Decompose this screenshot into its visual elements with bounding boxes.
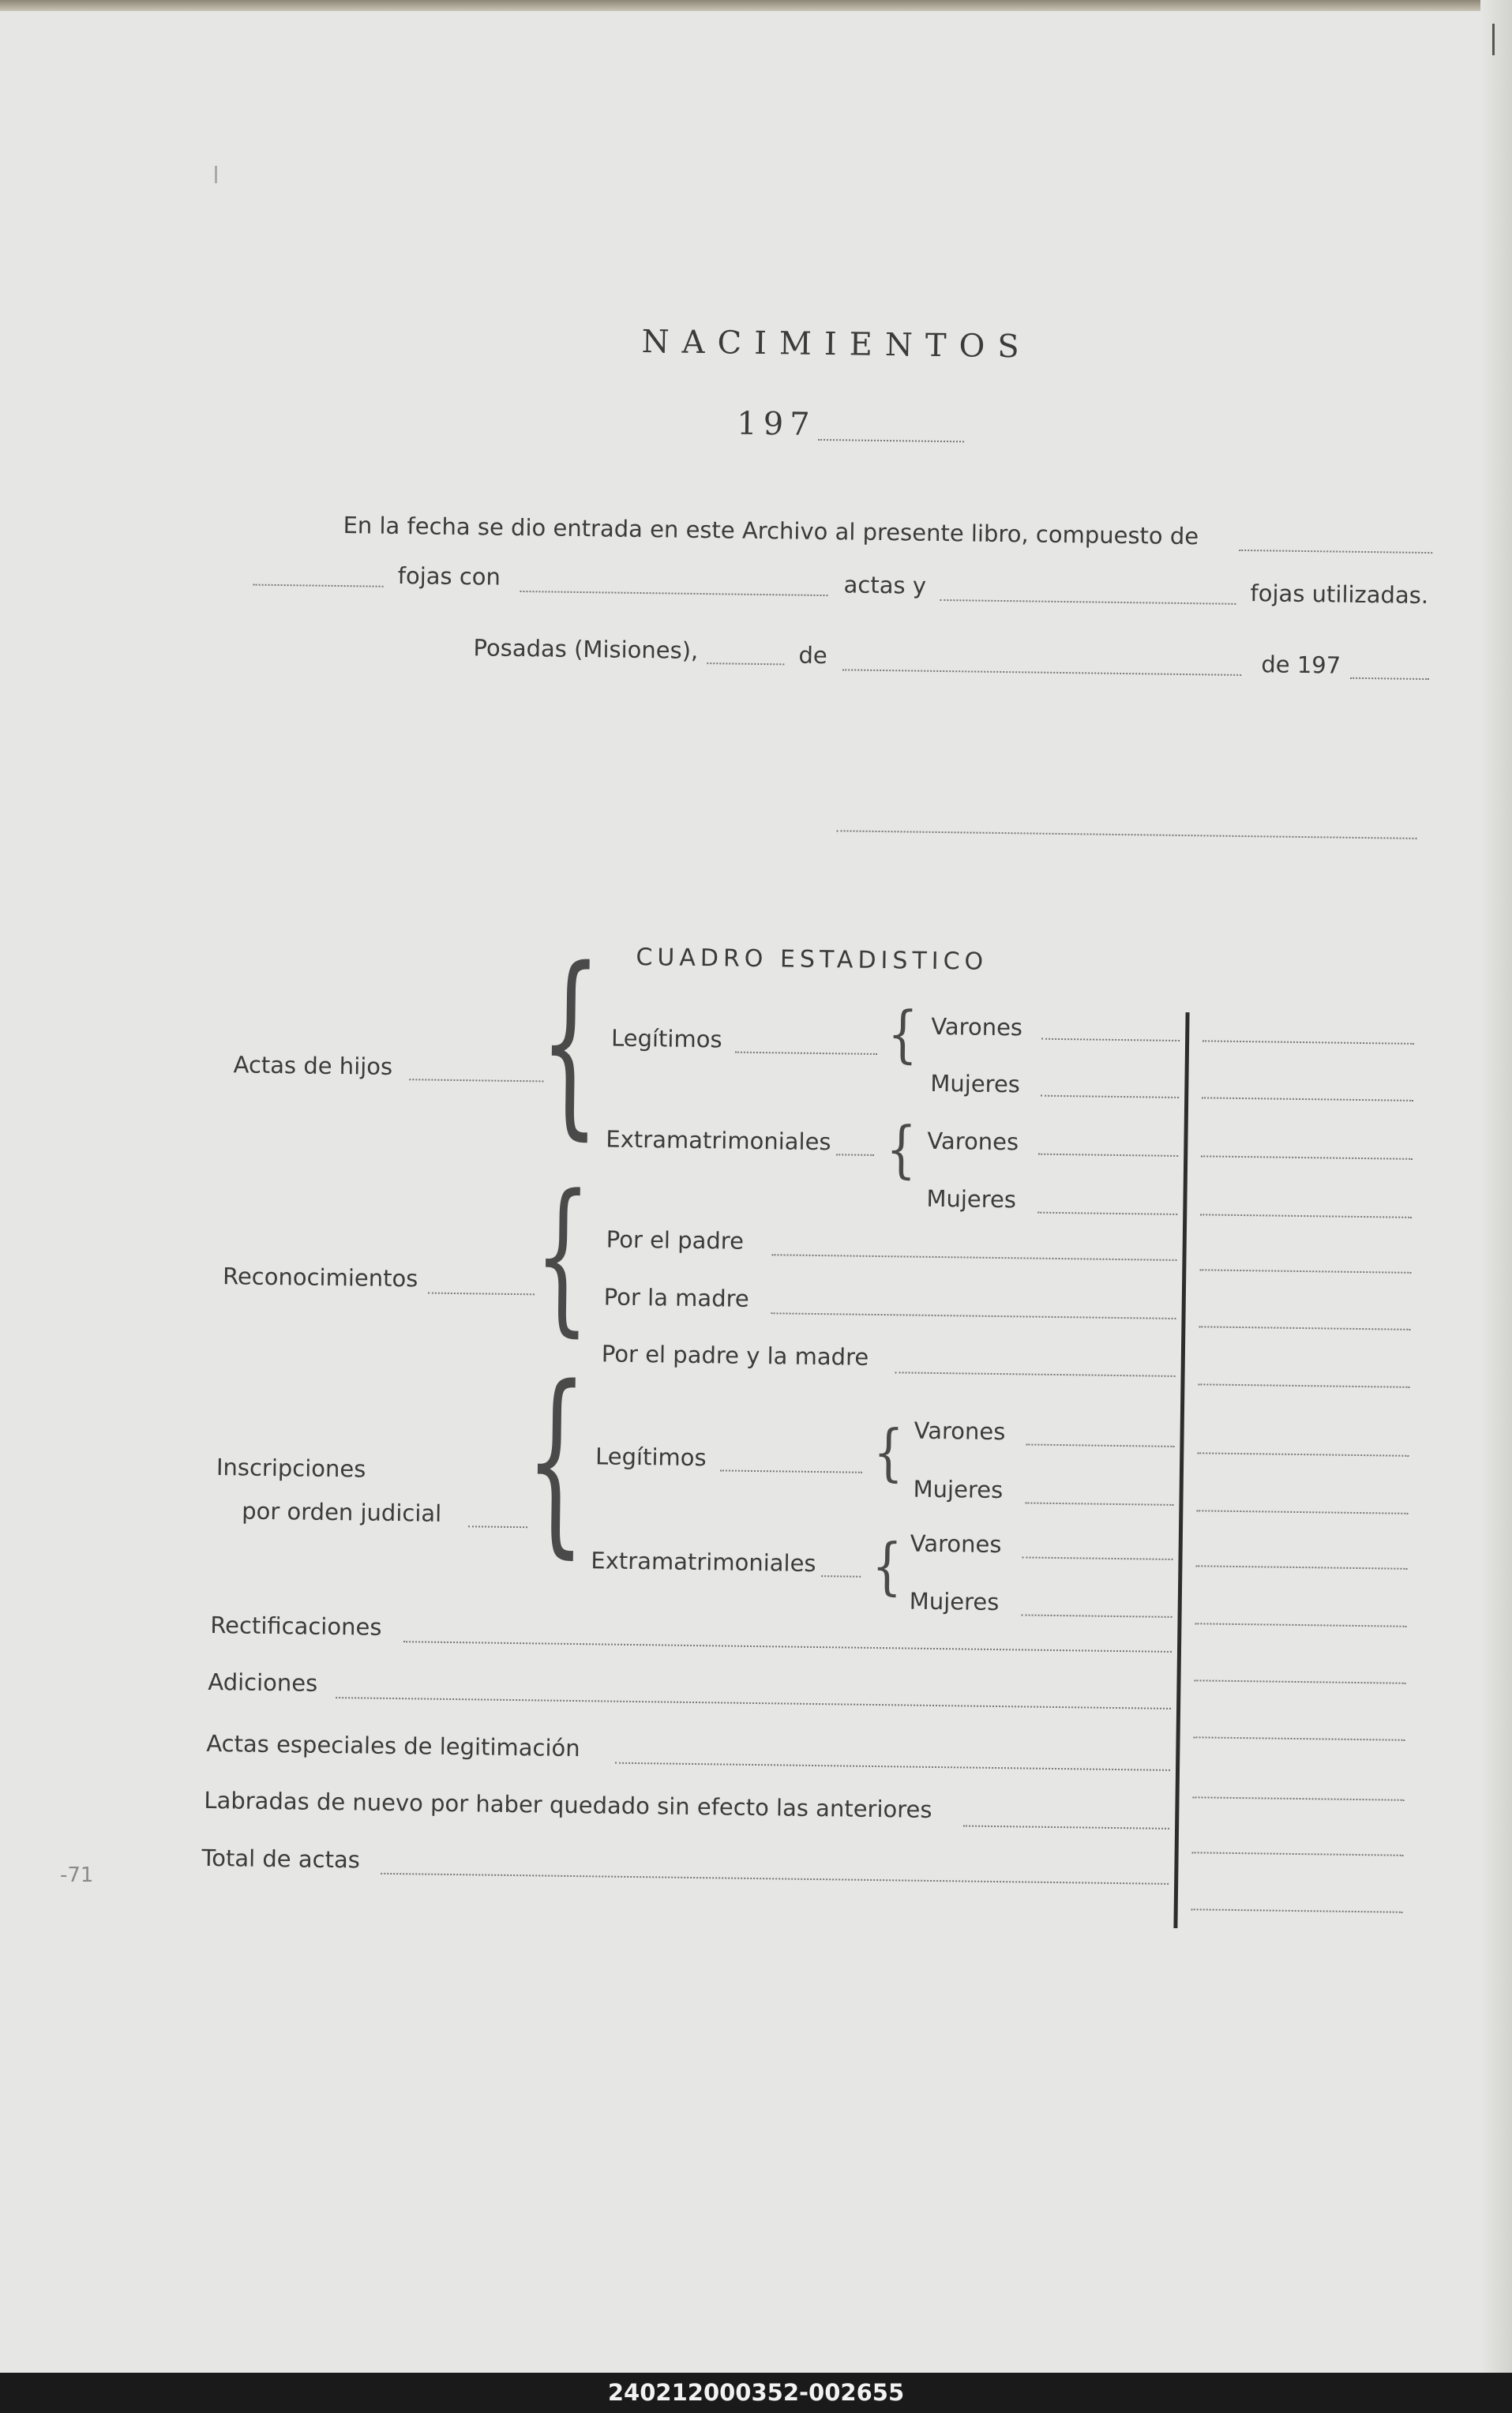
actas-legitimos-varones: Varones [931,1012,1023,1041]
blank-r9-b [1196,1510,1408,1514]
blank-r12-b [1195,1679,1406,1684]
blank-r4-a [1037,1212,1177,1215]
actas-legitimos-label: Legítimos [610,1024,722,1053]
labradas-label: Labradas de nuevo por haber quedado sin efecto las anteriores [204,1786,932,1823]
brace-insc-legitimos: { [872,1417,905,1489]
blank-r7-b [1198,1383,1409,1388]
actas-legitimos-blank [735,1052,877,1055]
table-divider [1173,1012,1189,1928]
insc-legitimos-blank [720,1469,862,1473]
brace-inscripciones: { [524,1345,588,1578]
blank-r8-a [1026,1443,1174,1447]
blank-fojas [253,584,384,587]
margin-note: -71 [60,1863,94,1887]
blank-r12-a [403,1641,1172,1653]
blank-r3-b [1201,1155,1413,1160]
brace-reconocimientos: { [533,1158,592,1352]
actas-de-hijos-label: Actas de hijos [233,1051,393,1080]
blank-r10-a [1022,1556,1173,1559]
blank-r15-b [1192,1852,1404,1856]
image-id-footer: 240212000352-002655 [0,2373,1512,2413]
actas-extramatrimoniales-blank [836,1154,874,1156]
por-la-madre-label: Por la madre [603,1283,749,1312]
blank-r5-b [1199,1269,1411,1274]
insc-legitimos-mujeres: Mujeres [913,1475,1004,1504]
blank-r5-a [772,1254,1177,1261]
inscripciones-blank [468,1525,527,1528]
fojas-con-label: fojas con [397,561,501,591]
blank-r11-b [1195,1623,1406,1627]
year-blank [818,439,964,442]
blank-r13-b [1194,1736,1405,1741]
insc-legitimos-label: Legítimos [595,1443,707,1472]
de-label: de [798,641,827,670]
actas-de-hijos-blank [409,1079,543,1082]
place-label: Posadas (Misiones), [473,634,699,664]
blank-r11-a [1022,1614,1172,1617]
insc-extramatrimoniales-blank [821,1575,861,1578]
insc-extra-varones: Varones [910,1529,1002,1559]
blank-r16-a [381,1873,1169,1885]
blank-r2-a [1041,1095,1179,1098]
brace-actas-de-hijos: { [538,927,602,1159]
blank-r7-a [895,1372,1176,1377]
blank-month [842,669,1241,676]
blank-r6-b [1199,1326,1410,1330]
blank-fojas-utilizadas [940,599,1236,605]
actas-y-label: actas y [843,571,927,599]
insc-extramatrimoniales-label: Extramatrimoniales [591,1547,816,1578]
actas-extra-mujeres: Mujeres [926,1184,1017,1214]
insc-legitimos-varones: Varones [914,1417,1006,1446]
blank-r2-b [1202,1097,1413,1101]
stats-title: CUADRO ESTADISTICO [636,943,989,976]
total-label: Total de actas [201,1844,361,1874]
entry-line-1: En la fecha se dio entrada en este Archivo al presente libro, compuesto de [343,512,1199,550]
blank-r10-b [1195,1565,1407,1570]
blank-r6-a [771,1312,1176,1319]
legitimacion-label: Actas especiales de legitimación [206,1729,580,1762]
inscripciones-label-2: por orden judicial [242,1497,442,1527]
blank-r3-a [1038,1154,1178,1157]
blank-r14-b [1193,1796,1405,1801]
blank-r9-a [1025,1502,1173,1505]
brace-actas-extramatrimoniales: { [885,1113,917,1187]
blank-r14-a [615,1762,1170,1771]
adiciones-label: Adiciones [208,1668,318,1697]
inscripciones-label-1: Inscripciones [216,1454,366,1483]
blank-compuesto [1239,550,1432,554]
brace-insc-extramatrimoniales: { [871,1530,903,1603]
blank-year-end [1350,677,1429,680]
blank-r15-a [963,1825,1169,1829]
fojas-utilizadas-label: fojas utilizadas. [1250,580,1429,610]
insc-extra-mujeres: Mujeres [909,1587,1000,1616]
brace-actas-legitimos: { [887,998,918,1071]
page-title: NACIMIENTOS [641,323,1033,366]
reconocimientos-label: Reconocimientos [222,1263,418,1293]
blank-r1-a [1041,1038,1180,1041]
actas-legitimos-mujeres: Mujeres [930,1069,1021,1098]
actas-extra-varones: Varones [927,1127,1019,1156]
blank-day [707,662,784,665]
signature-line [837,830,1417,839]
actas-extramatrimoniales-label: Extramatrimoniales [606,1125,831,1156]
blank-r4-b [1200,1214,1412,1218]
por-ambos-label: Por el padre y la madre [601,1340,869,1371]
blank-r16-b [1191,1908,1403,1913]
reconocimientos-blank [428,1293,535,1296]
rectificaciones-label: Rectificaciones [210,1611,382,1641]
year-prefix: 197 [736,405,816,443]
blank-actas [520,591,827,596]
blank-r8-b [1197,1452,1409,1457]
por-el-padre-label: Por el padre [606,1225,745,1255]
blank-r13-a [336,1697,1171,1709]
blank-r1-b [1202,1040,1414,1045]
de-year-label: de 197 [1261,651,1341,679]
